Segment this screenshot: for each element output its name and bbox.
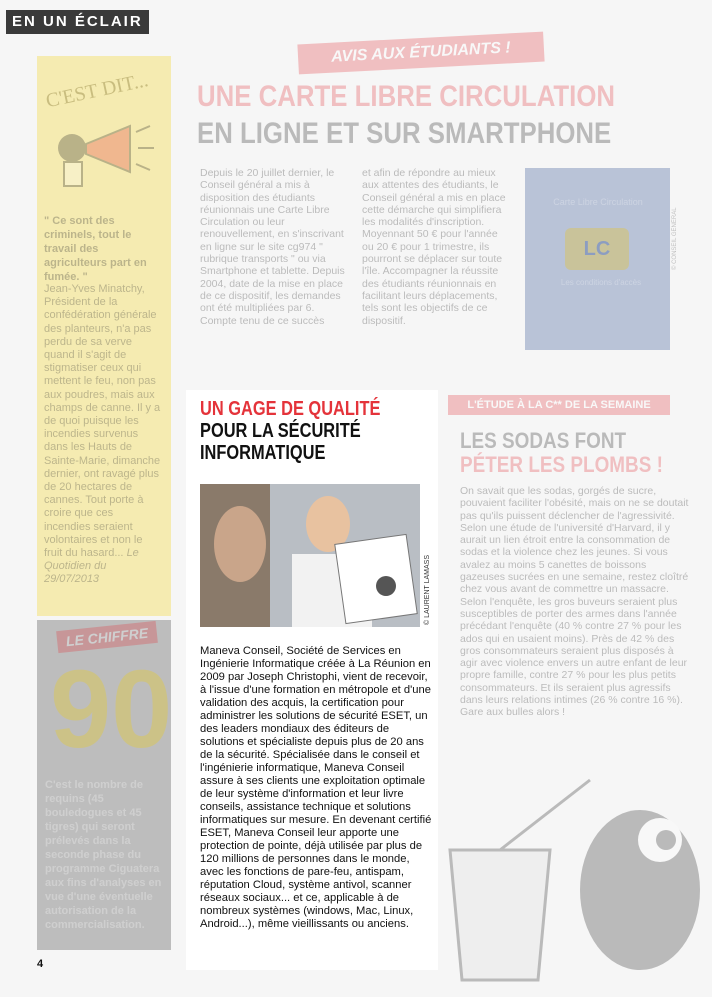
cest-dit-body (44, 283, 162, 587)
right-article-body: On savait que les sodas, gorgés de sucre, pouvaient faciliter l'obésité, mais on ne se doutait pas qu'ils puissent déclencher de l'agressivité. Selon une étude de l'université d'Harvard, il y aurait un lien étroit entre la consommation de sodas et la violence chez les jeunes. Si vous avalez au moins 5 canettes de boissons gazeuses sucrées en une semaine, restez cloîtré chez vous avant de commettre un massacre. Selon l'enquête, les gros buveurs seraient plus susceptibles de porter des armes dans l'année précédant l'enquête (40 % contre 27 % pour les ados qui en usaient moins). Près de 42 % des gros consommateurs seraient plus disposés à agir avec violence envers un autre enfant de leur propre famille, contre 27 % pour les plus petits consommateurs. Et ils seraient plus agressifs dans leurs relations intimes (26 % contre 16 %). Gare aux bulles alors ! (460, 485, 689, 719)
top-photo-logo: LC (565, 228, 629, 270)
center-article-title-line1: UN GAGE DE QUALITÉ (200, 398, 381, 420)
center-article-title-line2: POUR LA SÉCURITÉ (200, 420, 361, 442)
page-number: 4 (37, 958, 44, 970)
cest-dit-source: Le Quotidien du 29/07/2013 (44, 547, 139, 586)
right-article-title-line1: LES SODAS FONT (460, 428, 627, 453)
top-photo-conditions: Les conditions d'accès (560, 278, 642, 287)
top-photo-title: Carte Libre Circulation (553, 197, 643, 207)
right-article-label: L'ÉTUDE À LA C** DE LA SEMAINE (448, 395, 670, 415)
chiffre-number: 90 (50, 648, 173, 771)
center-article-photo (200, 484, 420, 627)
center-article-body: Maneva Conseil, Société de Services en Ingénierie Informatique créée à La Réunion en 2009 par Joseph Christophi, vient de recevoir, à l'issue d'une formation en métropole et d'une validation des acquis, la certification pour administrer les solutions de sécurité ESET, un des leaders mondiaux des éditeurs de solutions et spécialiste depuis plus de 20 ans de la sécurité. Spécialisée dans le conseil et l'ingénierie informatique, Maneva Conseil assure à ses clients une exploitation optimale de leur système d'information et leur livre conseils, assistance technique et solutions informatiques sur mesure. En devenant certifié ESET, Maneva Conseil leur apporte une protection de pointe, déjà utilisée par plus de 120 millions de personnes dans le monde, avec les fonctions de pare-feu, antispam, réputation Cloud, système antivol, scanner réseaux sociaux... et ce, applicable à de nombreux systèmes (windows, Mac, Linux, Android...), même vieillissants ou anciens. (200, 645, 432, 930)
cest-dit-quote: " Ce sont des criminels, tout le travail des agriculteurs part en fumée. " (44, 215, 147, 283)
center-article-title-line3: INFORMATIQUE (200, 442, 326, 464)
top-article-title-line2: EN LIGNE ET SUR SMARTPHONE (197, 117, 612, 150)
soda-illustration-icon (440, 770, 710, 990)
top-article-column-1: Depuis le 20 juillet dernier, le Conseil général a mis à disposition des étudiants réunionnais une Carte Libre Circulation ou leur renouvellement, en s'inscrivant en ligne sur le site cg974 " rubrique transports " ou via Smartphone et tablette. Depuis 2004, date de la mise en place de ce dispositif, les demandes ont été multipliées par 6. Compte tenu de ce succès (200, 167, 345, 327)
chiffre-text: C'est le nombre de requins (45 bouledogues et 45 tigres) qui seront prélevés dans la seconde phase du programme Ciguatera aux fins d'analyses en vue d'une éventuelle autorisation de la commercialisation. (45, 779, 162, 931)
cest-dit-body-text: Jean-Yves Minatchy, Président de la confédération générale des planteurs, n'a pas perdu de sa verve quand il s'agit de stigmatiser ceux qui mettent le feu, non pas aux poudres, mais aux champs de canne. Il y a de quoi puisque les incendies survenus dans les Hauts de Sainte-Marie, dimanche dernier, ont ravagé plus de 20 hectares de cannes. Tout porte à croire que ces incendies seraient volontaires et non le fruit du hasard... (44, 283, 161, 560)
top-photo-credit: © CONSEIL GÉNÉRAL (672, 207, 678, 270)
megaphone-icon (50, 118, 160, 198)
center-photo-credit: © LAURENT LAMASS (424, 555, 431, 625)
cest-dit-title: C'EST DIT... (43, 69, 151, 113)
top-article-banner: AVIS AUX ÉTUDIANTS ! (297, 32, 544, 75)
right-article-title-line2: PÉTER LES PLOMBS ! (460, 452, 663, 477)
section-header: EN UN ÉCLAIR (6, 10, 149, 34)
top-article-title-line1: UNE CARTE LIBRE CIRCULATION (197, 80, 616, 113)
chiffre-label: LE CHIFFRE (56, 621, 158, 653)
top-article-column-2: et afin de répondre au mieux aux attentes des étudiants, le Conseil général a mis en place cette démarche qui simplifiera les modalités d'inscription. Moyennant 50 € pour l'année ou 20 € pour 1 trimestre, ils pourront se déplacer sur toute l'île. Accompagner la réussite des étudiants réunionnais en facilitant leurs déplacements, tels sont les objectifs de ce dispositif. (362, 167, 506, 327)
